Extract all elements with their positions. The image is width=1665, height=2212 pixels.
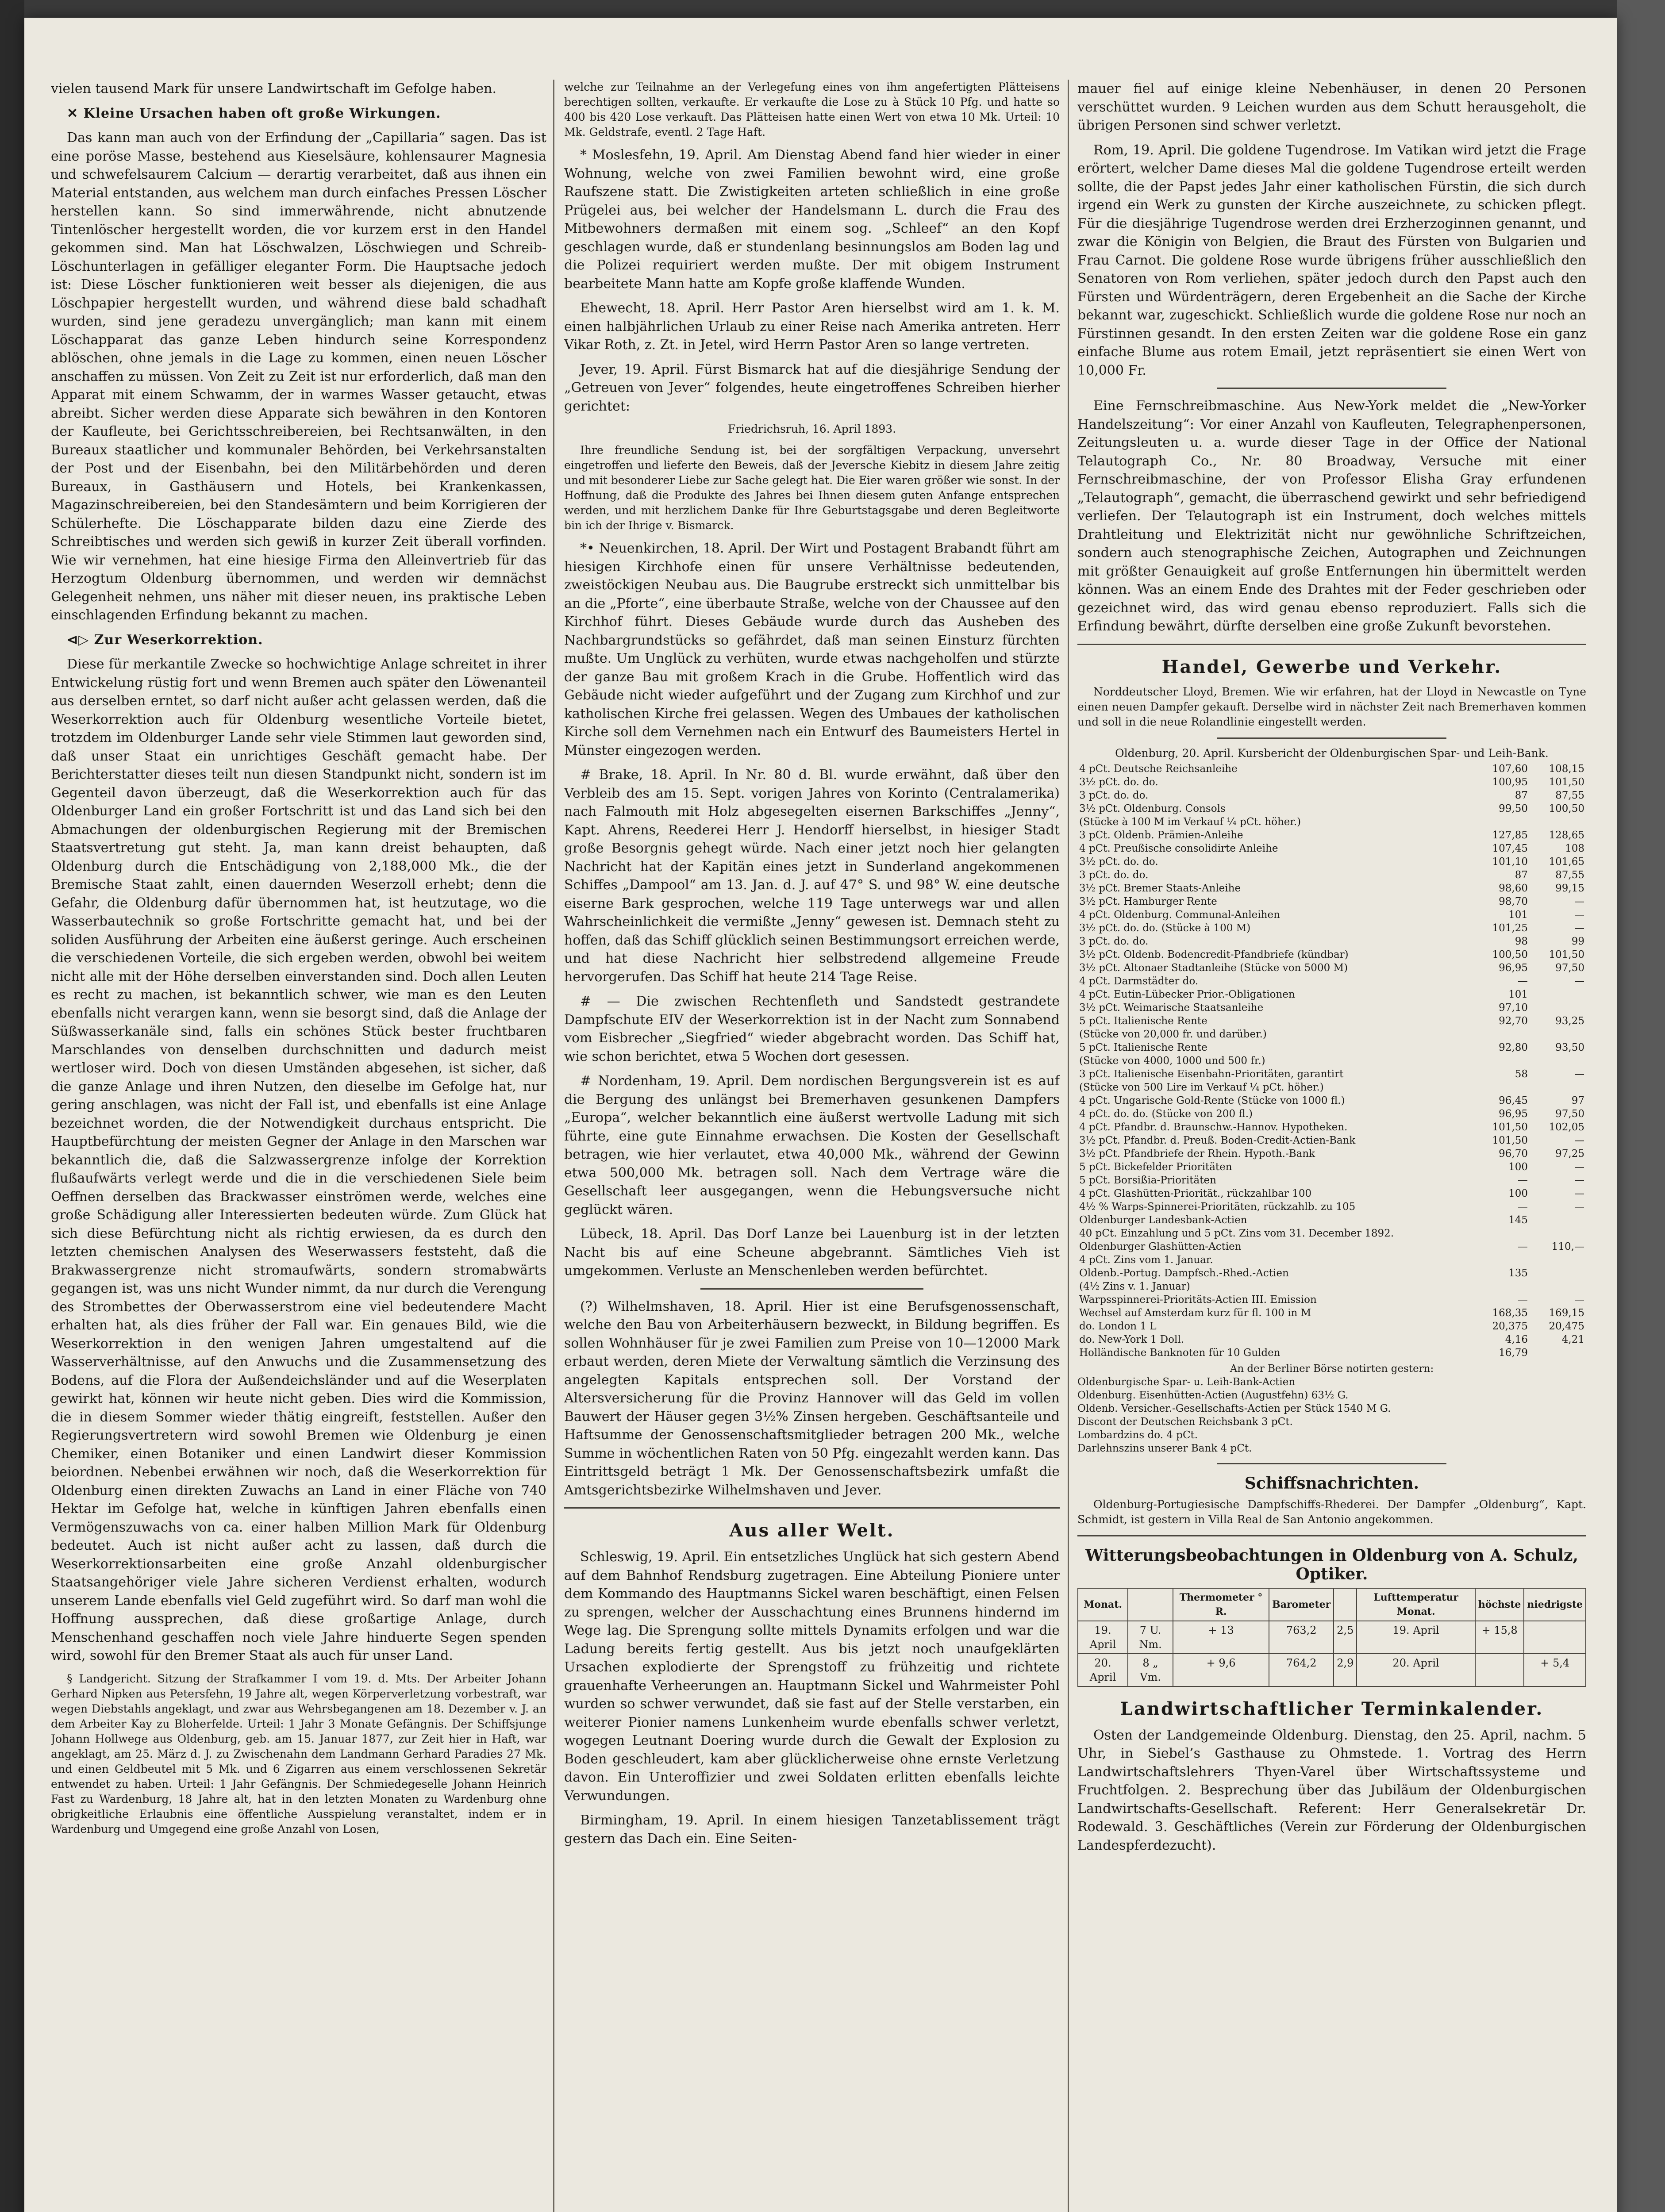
article-text: vielen tausend Mark für unsere Landwirtschaft im Gefolge haben. bbox=[51, 81, 497, 96]
column-rule bbox=[553, 80, 554, 2212]
newspaper-page bbox=[24, 18, 1617, 2212]
kurs-value: 96,45 bbox=[1499, 1094, 1528, 1106]
kurs-value: 101 bbox=[1508, 909, 1528, 921]
kurs-label: 5 pCt. Italienische Rente bbox=[1079, 1015, 1207, 1027]
kurs-row bbox=[1077, 1028, 1586, 1041]
kurs-value: 97,50 bbox=[1555, 962, 1584, 974]
kurs-value: 97,50 bbox=[1555, 1108, 1584, 1120]
weather-cell: 2,9 bbox=[1334, 1654, 1357, 1686]
kurs-label: (4½ Zins v. 1. Januar) bbox=[1079, 1280, 1190, 1292]
kurs-footer-line: Darlehnszins unserer Bank 4 pCt. bbox=[1077, 1442, 1252, 1454]
news-item: Ehewecht, 18. April. Herr Pastor Aren hierselbst wird am 1. k. M. einen halbjährlichen Urlaub zu einer Reise nach Amerika antreten. Herr Vikar Roth, z. Zt. in Jetel, wird Herrn Pastor Aren so lange vertreten. bbox=[564, 300, 1060, 353]
news-item: Oldenburg-Portugiesische Dampfschiffs-Rhederei. Der Dampfer „Oldenburg“, Kapt. Schmidt, ist gestern in Villa Real de San Antonio angekommen. bbox=[1077, 1498, 1586, 1526]
news-item: *• Neuenkirchen, 18. April. Der Wirt und Postagent Brabandt führt am hiesigen Kirchhofe einen für unsere Verhältnisse bedeutenden, zweistöckigen Neubau aus. Die Baugrube erstreckt sich unmittelbar bis an die „Pforte“, eine überbaute Straße, welche von der Chaussee auf den Kirchhof führt. Dieses Gebäude wurde durch das Ausheben des Nachbargrundstücks so gefährdet, daß man seinen Einsturz fürchten mußte. Um Unglück zu verhüten, wurde etwas nachgeholfen und stürzte der ganze Bau mit großem Krach in die Grube. Hoffentlich wird das Gebäude nicht wieder aufgeführt und der Zugang zum Kirchhof und zur katholischen Kirche frei gelassen. Wegen des Umbaues der katholischen Kirche soll dem Vernehmen nach ein Entwurf des Baumeisters Hertel in Münster eingezogen werden. bbox=[564, 541, 1060, 758]
kurs-value: — bbox=[1574, 895, 1584, 907]
kurs-row bbox=[1077, 1094, 1586, 1107]
kurs-value: — bbox=[1574, 1187, 1584, 1199]
kurs-value: 58 bbox=[1515, 1068, 1528, 1080]
divider bbox=[1217, 388, 1446, 389]
kurs-value: 99,50 bbox=[1499, 803, 1528, 814]
news-item: Norddeutscher Lloyd, Bremen. Wie wir erfahren, hat der Lloyd in Newcastle on Tyne einen neuen Dampfer gekauft. Derselbe wird in nächster Zeit nach Bremerhaven kommen und soll in die neue Rolandlinie eingestellt werden. bbox=[1077, 685, 1586, 728]
kurs-value: 110,— bbox=[1551, 1240, 1584, 1252]
news-item: # Nordenham, 19. April. Dem nordischen Bergungsverein ist es auf die Bergung des unlängst bei Bremerhaven gesunkenen Dampfers „Europa“, welcher bekanntlich eine äußerst wertvolle Ladung mit sich führte, eine gute Einnahme erwachsen. Die Kosten der Gesellschaft betragen, wie hier verlautet, etwa 40,000 Mk., während der Gewinn etwa 500,000 Mk. betragen soll. Nach dem Vertrage wäre die Gesellschaft leer ausgegangen, wenn die Hebungsversuche nicht geglückt wären. bbox=[564, 1073, 1060, 1217]
kurs-value bbox=[1530, 988, 1586, 1001]
kurs-label: 4 pCt. Eutin-Lübecker Prior.-Obligationen bbox=[1079, 988, 1295, 1000]
kurs-footer-line: Discont der Deutschen Reichsbank 3 pCt. bbox=[1077, 1416, 1293, 1428]
kurs-row bbox=[1077, 1200, 1586, 1214]
kurs-value: 20,375 bbox=[1492, 1320, 1528, 1332]
kurs-label: 4 pCt. Ungarische Gold-Rente (Stücke von 1000 fl.) bbox=[1079, 1094, 1345, 1106]
weather-cell: 763,2 bbox=[1269, 1621, 1334, 1654]
kurs-label: 3½ pCt. Bremer Staats-Anleihe bbox=[1079, 882, 1241, 894]
weather-cell: 19. April bbox=[1078, 1621, 1128, 1654]
kurs-row bbox=[1077, 1214, 1586, 1227]
kurs-row bbox=[1077, 1333, 1586, 1346]
weather-cell: 2,5 bbox=[1334, 1621, 1357, 1654]
kurs-value: 101,50 bbox=[1492, 1121, 1528, 1133]
kurs-value bbox=[1473, 1280, 1530, 1293]
kurs-value: — bbox=[1574, 1161, 1584, 1173]
kurs-row bbox=[1077, 815, 1586, 829]
kurs-row bbox=[1077, 1253, 1586, 1267]
kurs-value bbox=[1473, 815, 1530, 829]
divider bbox=[1217, 737, 1446, 739]
weather-cell: 19. April bbox=[1357, 1621, 1475, 1654]
kurs-label: do. New-York 1 Doll. bbox=[1079, 1333, 1184, 1345]
kurs-value: 92,80 bbox=[1499, 1041, 1528, 1053]
kurs-label: 40 pCt. Einzahlung und 5 pCt. Zins vom 31. December 1892. bbox=[1079, 1227, 1394, 1239]
kurs-value: 107,45 bbox=[1492, 842, 1528, 854]
kurs-row bbox=[1077, 1187, 1586, 1200]
kurs-label: (Stücke von 500 Lire im Verkauf ¼ pCt. höher.) bbox=[1079, 1081, 1324, 1093]
kurs-value bbox=[1530, 1081, 1586, 1094]
kurs-row bbox=[1077, 1240, 1586, 1253]
weather-cell: 20. April bbox=[1357, 1654, 1475, 1686]
kurs-value bbox=[1530, 815, 1586, 829]
kurs-value: 4,21 bbox=[1561, 1333, 1584, 1345]
kurs-row bbox=[1077, 882, 1586, 895]
kurs-value: 127,85 bbox=[1492, 829, 1528, 841]
kurs-value: 4,16 bbox=[1505, 1333, 1528, 1345]
kurs-label: 5 pCt. Italienische Rente bbox=[1079, 1041, 1207, 1053]
kurs-value: — bbox=[1518, 1174, 1528, 1186]
kurs-label: 4 pCt. Zins vom 1. Januar. bbox=[1079, 1254, 1213, 1266]
kurs-label: Holländische Banknoten für 10 Gulden bbox=[1079, 1347, 1280, 1359]
right-background bbox=[1617, 0, 1665, 2212]
kurs-value: 16,79 bbox=[1499, 1347, 1528, 1359]
kurs-value: 98,70 bbox=[1499, 895, 1528, 907]
news-item: * Moslesfehn, 19. April. Am Dienstag Abend fand hier wieder in einer Wohnung, welche von zwei Familien bewohnt wird, eine große Raufszene statt. Die Zwistigkeiten arteten schließlich in eine große Prügelei aus, bei welcher der Handelsmann L. durch die Frau des Mitbewohners dermaßen mit einem sog. „Schleef“ an den Kopf geschlagen wurde, daß er stundenlang besinnungslos am Boden lag und die Polizei requiriert werden mußte. Der mit obigem Instrument bearbeitete Mann hatte am Kopfe große klaffende Wunden. bbox=[564, 147, 1060, 292]
kurs-value: — bbox=[1574, 909, 1584, 921]
kurs-row bbox=[1077, 762, 1586, 776]
kurs-row bbox=[1077, 1121, 1586, 1134]
kurs-row bbox=[1077, 988, 1586, 1001]
kurs-row bbox=[1077, 1001, 1586, 1014]
weather-table bbox=[1077, 1588, 1586, 1687]
kurs-value: 99 bbox=[1571, 935, 1584, 947]
kurs-row bbox=[1077, 948, 1586, 961]
kurs-label: 3½ pCt. Altonaer Stadtanleihe (Stücke von 5000 M) bbox=[1079, 962, 1348, 974]
kurs-value: 99,15 bbox=[1555, 882, 1584, 894]
kurs-value: 92,70 bbox=[1499, 1015, 1528, 1027]
kurs-value: 101 bbox=[1508, 988, 1528, 1000]
kurs-label: 3 pCt. do. do. bbox=[1079, 935, 1149, 947]
column-2 bbox=[564, 80, 1060, 2212]
section-title: Landwirtschaftlicher Terminkalender. bbox=[1120, 1698, 1544, 1719]
weather-row bbox=[1078, 1621, 1586, 1654]
news-item: Birmingham, 19. April. In einem hiesigen Tanzetablissement trägt gestern das Dach ein. Eine Seiten- bbox=[564, 1813, 1060, 1847]
article-text: Diese für merkantile Zwecke so hochwichtige Anlage schreitet in ihrer Entwickelung rüstig fort und wenn Bremen auch später den Löwenanteil aus derselben erntet, so darf nicht außer acht gelassen werden, daß die Weserkorrektion auch für Oldenburg wesentliche Vorteile bietet, trotzdem im Oldenburger Lande sehr viele Stimmen laut geworden sind, daß unser Staat ein unrichtiges Geschäft gemacht habe. Der Berichterstatter dieses teilt nun diesen Standpunkt nicht, sondern ist im Gegenteil davon überzeugt, daß die Weserkorrektion auch für das Oldenburger Land ein großer Fortschritt ist und das Land sich bei den Abmachungen der oldenburgischen Regierung mit der Bremischen Staatsvertretung gut steht. Ja, man kann dreist behaupten, daß Oldenburg durch die Entschädigung von 2,188,000 Mk., die der Bremische Staat zahlt, einen dauernden Weserzoll erhebt; denn die Gefahr, die Oldenburg dafür übernommen hat, ist heutzutage, wo die Wasserbautechnik so große Fortschritte gemacht hat, und bei der soliden Ausführung der Arbeiten eine äußerst geringe. Auch erscheinen die verschiedenen Vorteile, die sich ergeben werden, obwohl bei weitem nicht alle mit der Höhe derselben einverstanden sind. Doch allen Leuten es recht zu machen, ist bekanntlich schwer, wie man es den Leuten ebenfalls nicht verargen kann, wenn sie besorgt sind, daß die Anlage der Süßwasserkanäle sind, falls ein schönes Stück bester fruchtbaren Marschlandes von denselben durchschnitten und dadurch meist wertloser wird. Doch von diesen Umständen abgesehen, ist sicher, daß die ganze Anlage und ihren Nutzen, den dieselbe im Gefolge hat, nur gering anschlagen, was nicht der Fall ist, und ebenfalls ist eine Anlage bezeichnet worden, die der Notwendigkeit durchaus entspricht. Die Hauptbefürchtung der meisten Gegner der Anlage in den Marschen war bekanntlich die, daß die Salzwassergrenze infolge der Korrektion flußaufwärts verlegt werde und die in die verschiedenen Siele beim Oeffnen derselben das Brackwasser einströmen werde, welches eine große Schädigung aller Interessierten bedeuten würde. Zum Glück hat sich diese Befürchtung nicht als richtig erwiesen, da es durch den letzten chemischen Analysen des Weserwassers feststeht, daß die Brakwassergrenze nicht stromaufwärts, sondern stromabwärts gegangen ist, was uns nicht Wunder nimmt, da nur durch die Verengung des Strombettes der Oberwasserstrom eine viel bedeutendere Macht erhalten hat, als dies früher der Fall war. Ein genaues Bild, wie die Weserkorrektion in den wenigen Jahren umgestaltend auf die Wasserverhältnisse, auf den Anwuchs und die Zusammensetzung des Bodens, auf die Flora der Außendeichsländer und auf die Weserplaten gewirkt hat, können wir heute nicht geben. Dies wird die Kommission, die in diesem Sommer wieder thätig eingreift, feststellen. Außer den Regierungsvertretern wird sowohl Bremen wie Oldenburg je einen Chemiker, einen Botaniker und einen Landwirt dieser Kommission beiordnen. Nebenbei erwähnen wir noch, daß die Weserkorrektion für Oldenburg einen direkten Zuwachs an Land in einer Fläche von 740 Hektar im Gefolge hat, welche in künftigen Jahren ebenfalls einen Vermögenszuwachs von ca. einer halben Million Mark für Oldenburg bedeutet. Auch ist nicht außer acht zu lassen, daß durch die Weserkorrektionsarbeiten eine große Anzahl oldenburgischer Staatsangehöriger viele Jahre sicheren Verdienst erhalten, wodurch unserem Lande ebenfalls viel Geld zugeführt wird. So darf man wohl die Hoffnung aussprechen, daß diese großartige Anlage, durch Menschenhand geschaffen noch viele Jahre hinduerte Segen spenden wird, sowohl für den Bremer Staat als auch für unser Land. bbox=[51, 657, 546, 1663]
kurs-value: 108,15 bbox=[1549, 763, 1584, 775]
kurs-label: 4 pCt. Pfandbr. d. Braunschw.-Hannov. Hypotheken. bbox=[1079, 1121, 1348, 1133]
kurs-row bbox=[1077, 1227, 1586, 1240]
kurs-label: 3½ pCt. do. do. bbox=[1079, 856, 1158, 868]
kurs-row bbox=[1077, 842, 1586, 855]
kurs-value bbox=[1473, 1253, 1530, 1267]
kurs-value: 100 bbox=[1508, 1187, 1528, 1199]
kurs-label: 3½ pCt. Pfandbriefe der Rhein. Hypoth.-Bank bbox=[1079, 1148, 1315, 1160]
kurs-label: Oldenb.-Portug. Dampfsch.-Rhed.-Actien bbox=[1079, 1267, 1289, 1279]
kurs-value bbox=[1530, 1267, 1586, 1280]
kurs-value: 101,25 bbox=[1492, 922, 1528, 934]
kurs-value: 93,25 bbox=[1555, 1015, 1584, 1027]
news-item: # Brake, 18. April. In Nr. 80 d. Bl. wurde erwähnt, daß über den Verbleib des am 15. Sept. vorigen Jahres von Korinto (Centralamerika) nach Falmouth mit Holz abgesegelten eisernen Barkschiffes „Jenny“, Kapt. Ahrens, Reederei Herr J. Hendorff hierselbst, in hiesiger Stadt große Besorgnis gehegt würde. Nach einer jetzt noch hier gelangten Nachricht hat der Kapitän eines jetzt in Sunderland angekommenen Schiffes „Dampool“ am 13. Jan. d. J. auf 47° S. und 98° W. eine deutsche eiserne Bark gesprochen, welche 119 Tage unterwegs war und allen Wahrscheinlichkeit die vermißte „Jenny“ gewesen ist. Demnach steht zu hoffen, daß das Schiff glücklich seinen Bestimmungsort erreichen werde, und hat diese Nachricht hier selbstredend allgemeine Freude hervorgerufen. Das Schiff hat heute 214 Tage Reise. bbox=[564, 767, 1060, 985]
kurs-value: 87 bbox=[1515, 869, 1528, 881]
kurs-value: — bbox=[1574, 1134, 1584, 1146]
news-item: Eine Fernschreibmaschine. Aus New-York meldet die „New-Yorker Handelszeitung“: Vor einer Anzahl von Kaufleuten, Telegraphenpersonen, Zeitungsleuten u. a. wurde dieser Tage in der Office der National Telautograph Co., Nr. 80 Broadway, Versuche mit einer Fernschreibmaschine, der von Professor Elisha Gray erfundenen „Telautograph“, gemacht, die überraschend gewirkt und sehr befriedigend verliefen. Der Telautograph ist ein Instrument, doch welches mittels Drahtleitung und Elektrizität nicht nur gewöhnliche Schriftzeichen, sondern auch stenographische Zeichen, Autographen und Zeichnungen mit größter Genauigkeit auf große Entfernungen hin übermittelt werden können. Was an einem Ende des Drahtes mit der Feder geschrieben oder gezeichnet wird, das wird genau ebenso reproduziert. Falls sich die Erfindung bewährt, dürfte derselben eine große Zukunft bevorstehen. bbox=[1077, 398, 1586, 634]
kurs-label: 3 pCt. Oldenb. Prämien-Anleihe bbox=[1079, 829, 1243, 841]
kurs-footer-line: An der Berliner Börse notirten gestern: bbox=[1230, 1363, 1434, 1375]
weather-cell: 764,2 bbox=[1269, 1654, 1334, 1686]
kurs-value: 108 bbox=[1565, 842, 1584, 854]
column-3 bbox=[1077, 80, 1586, 2212]
kurs-value: 107,60 bbox=[1492, 763, 1528, 775]
kurs-row bbox=[1077, 868, 1586, 882]
kurs-label: 5 pCt. Bickefelder Prioritäten bbox=[1079, 1161, 1232, 1173]
kurs-row bbox=[1077, 1267, 1586, 1280]
kurs-row bbox=[1077, 1054, 1586, 1068]
kurs-label: 3½ pCt. Oldenburg. Consols bbox=[1079, 803, 1226, 814]
kurs-label: 3½ pCt. do. do. bbox=[1079, 776, 1158, 788]
weather-title: Witterungsbeobachtungen in Oldenburg von A. Schulz, Optiker. bbox=[1085, 1546, 1579, 1583]
kurs-row bbox=[1077, 1068, 1586, 1081]
kurs-label: Warpsspinnerei-Prioritäts-Actien III. Emission bbox=[1079, 1294, 1317, 1306]
section-title: Schiffsnachrichten. bbox=[1244, 1474, 1419, 1493]
kurs-footer-line: Oldenburgische Spar- u. Leih-Bank-Actien bbox=[1077, 1376, 1296, 1388]
weather-cell: 7 U. Nm. bbox=[1128, 1621, 1173, 1654]
kurs-value: 20,475 bbox=[1549, 1320, 1584, 1332]
kurs-row bbox=[1077, 1293, 1586, 1306]
kurs-value: — bbox=[1518, 1294, 1528, 1306]
kurs-label: 3½ pCt. Pfandbr. d. Preuß. Boden-Credit-Actien-Bank bbox=[1079, 1134, 1356, 1146]
left-page-edge bbox=[0, 0, 24, 2212]
kurs-row bbox=[1077, 1147, 1586, 1160]
article-heading: ⊲▷ Zur Weserkorrektion. bbox=[67, 632, 263, 648]
kurs-row bbox=[1077, 802, 1586, 815]
kurs-value: 145 bbox=[1508, 1214, 1528, 1226]
kurs-label: 4 pCt. Oldenburg. Communal-Anleihen bbox=[1079, 909, 1280, 921]
kurs-row bbox=[1077, 1160, 1586, 1174]
kurs-label: 4 pCt. do. do. (Stücke von 200 fl.) bbox=[1079, 1108, 1253, 1120]
kurs-footer bbox=[1077, 1362, 1586, 1455]
kurs-label: 3½ pCt. Weimarische Staatsanleihe bbox=[1079, 1002, 1264, 1014]
kurs-footer-line: Oldenburg. Eisenhütten-Actien (Augustfehn) 63½ G. bbox=[1077, 1389, 1349, 1401]
kurs-row bbox=[1077, 1081, 1586, 1094]
weather-header: höchste bbox=[1475, 1588, 1524, 1621]
news-item: Rom, 19. April. Die goldene Tugendrose. Im Vatikan wird jetzt die Frage erörtert, welcher Dame dieses Mal die goldene Tugendrose erteilt werden sollte, die der Papst jedes Jahr einer katholischen Fürstin, die sich durch irgend ein Werk zu gunsten der Kirche auszeichnete, zu schicken pflegt. Für die diesjährige Tugendrose werden drei Erzherzoginnen genannt, und zwar die Königin von Belgien, die Braut des Fürsten von Bulgarien und Frau Carnot. Die goldene Rose wurde übrigens früher ausschließlich den Senatoren von Rom verliehen, später jedoch durch den Papst auch den Fürsten und Würdenträgern, deren Ergebenheit an die Sache der Kirche bekannt war, zugeschickt. Schließlich wurde die goldene Rose nur noch an Fürstinnen gesandt. In den ersten Zeiten war die goldene Rose ein ganz einfache Blume aus rotem Email, jetzt repräsentiert sie einen Wert von 10,000 Fr. bbox=[1077, 142, 1586, 378]
kurs-row bbox=[1077, 1174, 1586, 1187]
kurs-label: 3 pCt. Italienische Eisenbahn-Prioritäten, garantirt bbox=[1079, 1068, 1344, 1080]
kurs-value: 101,50 bbox=[1492, 1134, 1528, 1146]
kurs-label: (Stücke von 4000, 1000 und 500 fr.) bbox=[1079, 1055, 1265, 1067]
kurs-value: — bbox=[1574, 1201, 1584, 1213]
kurs-value bbox=[1473, 1028, 1530, 1041]
weather-cell: 20. April bbox=[1078, 1654, 1128, 1686]
kurs-row bbox=[1077, 975, 1586, 988]
kurs-value bbox=[1473, 1054, 1530, 1068]
divider bbox=[1077, 644, 1586, 645]
kurs-row bbox=[1077, 1320, 1586, 1333]
weather-header bbox=[1128, 1588, 1173, 1621]
kurs-row bbox=[1077, 789, 1586, 802]
kurs-row bbox=[1077, 895, 1586, 908]
kurs-row bbox=[1077, 908, 1586, 922]
weather-header: Monat. bbox=[1078, 1588, 1128, 1621]
kurs-label: 5 pCt. Borsißia-Prioritäten bbox=[1079, 1174, 1216, 1186]
weather-header: niedrigste bbox=[1524, 1588, 1586, 1621]
kurs-table bbox=[1077, 762, 1586, 1359]
weather-header: Thermometer ° R. bbox=[1173, 1588, 1269, 1621]
kurs-value: 96,70 bbox=[1499, 1148, 1528, 1160]
kurs-label: Oldenburger Glashütten-Actien bbox=[1079, 1240, 1242, 1252]
kurs-value: 96,95 bbox=[1499, 962, 1528, 974]
kurs-value: 101,10 bbox=[1492, 856, 1528, 868]
kurs-value: — bbox=[1574, 975, 1584, 987]
news-item: # — Die zwischen Rechtenfleth und Sandstedt gestrandete Dampfschute EIV der Weserkorrektion ist in der Nacht zum Sonnabend vom Eisbrecher „Siegfried“ wieder abgebracht worden. Das Schiff hat, wie schon berichtet, etwa 5 Wochen dort gesessen. bbox=[564, 994, 1060, 1064]
kurs-value bbox=[1530, 1346, 1586, 1359]
article-heading: ✕ Kleine Ursachen haben oft große Wirkungen. bbox=[67, 105, 441, 121]
kurs-row bbox=[1077, 1134, 1586, 1147]
section-title: Aus aller Welt. bbox=[729, 1520, 895, 1541]
kurs-value: 169,15 bbox=[1549, 1307, 1584, 1319]
kurs-label: 4½ % Warps-Spinnerei-Prioritäten, rückzahlb. zu 105 bbox=[1079, 1201, 1356, 1213]
letter-dateline: Friedrichsruh, 16. April 1893. bbox=[727, 422, 896, 435]
kurs-row bbox=[1077, 1280, 1586, 1293]
weather-row bbox=[1078, 1654, 1586, 1686]
kurs-value: 87,55 bbox=[1555, 789, 1584, 801]
kurs-value bbox=[1473, 1081, 1530, 1094]
kurs-value: — bbox=[1518, 1201, 1528, 1213]
kurs-value bbox=[1530, 1253, 1586, 1267]
kurs-row bbox=[1077, 829, 1586, 842]
kurs-label: Wechsel auf Amsterdam kurz für fl. 100 in M bbox=[1079, 1307, 1311, 1319]
news-item: Schleswig, 19. April. Ein entsetzliches Unglück hat sich gestern Abend auf dem Bahnhof Rendsburg zugetragen. Eine Abteilung Pioniere unter dem Kommando des Hauptmanns Sickel waren beschäftigt, einen Felsen zu sprengen, welcher der Ausschachtung eines Brunnens hindernd im Wege lag. Die Sprengung sollte mittels Dynamits erfolgen und war die Ladung bereits fertig gestellt. Aus bis jetzt noch unaufgeklärten Ursachen explodierte der Sprengstoff zu frühzeitig und richtete grauenhafte Verheerungen an. Hauptmann Sickel und Wahrmeister Pohl wurden so schwer verwundet, daß sie fast auf der Stelle verstarben, ein weiterer Pionier namens Lunkenheim wurde ebenfalls schwer verletzt, wogegen Leutnant Doering wurde durch die Gewalt der Explosion zu Boden geschleudert, kam aber glücklicherweise ohne ernste Verletzung davon. Ein Unteroffizier und zwei Soldaten erlitten ebenfalls leichte Verwundungen. bbox=[564, 1549, 1060, 1804]
kurs-value: 100,50 bbox=[1492, 949, 1528, 960]
news-item: Jever, 19. April. Fürst Bismarck hat auf die diesjährige Sendung der „Getreuen von Jever“ folgendes, heute eingetroffenes Schreiben hierher gerichtet: bbox=[564, 361, 1060, 414]
kurs-value: — bbox=[1574, 1294, 1584, 1306]
column-rule bbox=[1068, 80, 1069, 2212]
kurs-label: 3 pCt. do. do. bbox=[1079, 869, 1149, 881]
kurs-value: 97 bbox=[1571, 1094, 1584, 1106]
kurs-row bbox=[1077, 776, 1586, 789]
kurs-value bbox=[1473, 1227, 1530, 1240]
court-report: § Landgericht. Sitzung der Strafkammer I vom 19. d. Mts. Der Arbeiter Johann Gerhard Nipken aus Petersfehn, 19 Jahre alt, wegen Körperverletzung vorbestraft, war wegen Diebstahls angeklagt, und zwar aus Wehrsbegangenen am 18. Dezember v. J. an dem Arbeiter Kay zu Bloherfelde. Urteil: 1 Jahr 3 Monate Gefängnis. Der Schiffsjunge Johann Hollwege aus Oldenburg, geb. am 15. Januar 1877, zur Zeit hier in Haft, war angeklagt, am 25. März d. J. zu Zwischenahn dem Landmann Gerhard Paradies 27 Mk. und einen Geldbeutel mit 5 Mk. und 6 Zigarren aus einem verschlossenen Sekretär entwendet zu haben. Urteil: 1 Jahr Gefängnis. Der Schmiedegeselle Johann Heinrich Fast zu Wardenburg, 18 Jahre alt, hat in den letzten Monaten zu Wardenburg ohne obrigkeitliche Erlaubnis eine öffentliche Ausspielung veranstaltet, indem er in Wardenburg und Umgegend eine große Anzahl von Losen, bbox=[51, 1672, 546, 1836]
kurs-value: 87,55 bbox=[1555, 869, 1584, 881]
section-title: Handel, Gewerbe und Verkehr. bbox=[1161, 656, 1502, 677]
weather-cell bbox=[1475, 1654, 1524, 1686]
weather-cell: + 13 bbox=[1173, 1621, 1269, 1654]
kurs-row bbox=[1077, 1346, 1586, 1359]
kurs-value: 101,50 bbox=[1549, 776, 1584, 788]
divider bbox=[1077, 1535, 1586, 1536]
kurs-value: 102,05 bbox=[1549, 1121, 1584, 1133]
kurs-value: 93,50 bbox=[1555, 1041, 1584, 1053]
kurs-value: — bbox=[1518, 975, 1528, 987]
kurs-value: 128,65 bbox=[1549, 829, 1584, 841]
weather-cell: + 9,6 bbox=[1173, 1654, 1269, 1686]
kurs-value: — bbox=[1574, 1174, 1584, 1186]
kurs-footer-line: Lombardzins do. 4 pCt. bbox=[1077, 1429, 1198, 1441]
weather-cell: 8 „ Vm. bbox=[1128, 1654, 1173, 1686]
kurs-row bbox=[1077, 922, 1586, 935]
kurs-row bbox=[1077, 855, 1586, 868]
kurs-row bbox=[1077, 1041, 1586, 1054]
letter-text: Ihre freundliche Sendung ist, bei der sorgfältigen Verpackung, unversehrt eingetroffen und lieferte den Beweis, daß der Jeversche Kiebitz in diesem Jahre zeitig und mit besonderer Liebe zur Sache gelegt hat. Die Eier waren größer wie sonst. In der Hoffnung, daß die Produkte des Jahres bei Ihnen diesem guten Anfange entsprechen werden, und mit herzlichem Danke für Ihre Geburtstagsgabe und deren Begleitworte bin ich der Ihrige v. Bismarck. bbox=[564, 444, 1060, 532]
kurs-label: 4 pCt. Darmstädter do. bbox=[1079, 975, 1199, 987]
kurs-value: — bbox=[1574, 922, 1584, 934]
article-text: Das kann man auch von der Erfindung der „Capillaria“ sagen. Das ist eine poröse Masse, bestehend aus Kieselsäure, kohlensaurer Magnesia und schwefelsaurem Calcium — derartig verarbeitet, daß aus ihnen ein Material entstanden, aus welchem man durch einfaches Pressen Löscher herstellen kann. So sind immerwährende, nicht abnutzende Tintenlöscher hergestellt worden, die vor kurzem erst in den Handel gekommen sind. Man hat Löschwalzen, Löschwiegen und Schreib-Löschunterlagen in gefälliger eleganter Form. Die Hauptsache jedoch ist: Diese Löscher funktionieren weit besser als diejenigen, die aus Löschpapier hergestellt wurden, und während diese bald schadhaft wurden, sind jene geradezu unvergänglich; man kann mit einem Löschapparat das ganze Leben hindurch seine Korrespondenz ablöschen, ohne jemals in die Lage zu kommen, einen neuen Löscher anschaffen zu müssen. Von Zeit zu Zeit ist nur erforderlich, daß man den Apparat mit einem Schwamm, der in warmes Wasser getaucht, etwas abreibt. Sicher werden diese Apparate sich bewähren in den Kontoren der Kaufleute, bei Gerichtsschreibereien, bei Rechtsanwälten, in den Bureaux staatlicher und kommunaler Behörden, bei Verkehrsanstalten der Post und der Eisenbahn, bei den Militärbehörden und deren Bureaux, in Gasthäusern und Hotels, bei Krankenkassen, Magazinschreibereien, bei den Standesämtern und beim Korrigieren der Schülerhefte. Die Löschapparate bilden dazu eine Zierde des Schreibtisches und werden sich gewiß in kurzer Zeit überall vorfinden. Wie wir vernehmen, hat eine hiesige Firma den Alleinvertrieb für das Herzogtum Oldenburg übernommen, und werden wir demnächst Gelegenheit nehmen, uns näher mit dieser neuen, ins praktische Leben einschlagenden Erfindung bekannt zu machen. bbox=[51, 130, 546, 623]
kurs-label: 3½ pCt. Hamburger Rente bbox=[1079, 895, 1217, 907]
kurs-value: 96,95 bbox=[1499, 1108, 1528, 1120]
kurs-label: do. London 1 L bbox=[1079, 1320, 1157, 1332]
kurs-value: 168,35 bbox=[1492, 1307, 1528, 1319]
kurs-value: — bbox=[1574, 1068, 1584, 1080]
weather-header bbox=[1334, 1588, 1357, 1621]
kurs-value bbox=[1530, 1054, 1586, 1068]
court-report-cont: welche zur Teilnahme an der Verlegefung eines von ihm angefertigten Plätteisens berechtigen sollten, verkaufte. Er verkaufte die Lose zu à Stück 10 Pfg. und hatte so 400 bis 420 Lose verkauft. Das Plätteisen hatte einen Wert von etwa 10 Mk. Urteil: 10 Mk. Geldstrafe, eventl. 2 Tage Haft. bbox=[564, 81, 1060, 138]
kurs-value bbox=[1530, 1227, 1586, 1240]
kurs-value: 100 bbox=[1508, 1161, 1528, 1173]
kurs-value bbox=[1530, 1028, 1586, 1041]
kurs-value bbox=[1530, 1280, 1586, 1293]
kurs-row bbox=[1077, 1107, 1586, 1121]
divider bbox=[564, 1507, 1060, 1509]
kurs-value: 101,65 bbox=[1549, 856, 1584, 868]
weather-cell: + 15,8 bbox=[1475, 1621, 1524, 1654]
kurs-value: 135 bbox=[1508, 1267, 1528, 1279]
kurs-value: 97,10 bbox=[1499, 1002, 1528, 1014]
kurs-value: — bbox=[1518, 1240, 1528, 1252]
news-item: mauer fiel auf einige kleine Nebenhäuser, in denen 20 Personen verschüttet wurden. 9 Leichen wurden aus dem Schutt herausgeholt, die übrigen Personen sind schwer verletzt. bbox=[1077, 81, 1586, 133]
weather-cell bbox=[1524, 1621, 1586, 1654]
kurs-value: 100,95 bbox=[1492, 776, 1528, 788]
kurs-label: 4 pCt. Glashütten-Priorität., rückzahlbar 100 bbox=[1079, 1187, 1312, 1199]
kurs-label: 3 pCt. do. do. bbox=[1079, 789, 1149, 801]
kurs-value: 100,50 bbox=[1549, 803, 1584, 814]
kurs-label: 4 pCt. Deutsche Reichsanleihe bbox=[1079, 763, 1238, 775]
divider bbox=[700, 1288, 923, 1290]
kurs-value: 87 bbox=[1515, 789, 1528, 801]
kurs-label: 4 pCt. Preußische consolidirte Anleihe bbox=[1079, 842, 1278, 854]
weather-header: Barometer bbox=[1269, 1588, 1334, 1621]
kurs-value: 98 bbox=[1515, 935, 1528, 947]
kurs-label: 3½ pCt. Oldenb. Bodencredit-Pfandbriefe (kündbar) bbox=[1079, 949, 1349, 960]
kurs-value bbox=[1530, 1214, 1586, 1227]
kurs-row bbox=[1077, 1014, 1586, 1028]
column-1 bbox=[51, 80, 546, 2212]
weather-cell: + 5,4 bbox=[1524, 1654, 1586, 1686]
kurs-label: Oldenburger Landesbank-Actien bbox=[1079, 1214, 1247, 1226]
kurs-label: 3½ pCt. do. do. (Stücke à 100 M) bbox=[1079, 922, 1251, 934]
kurs-value: 97,25 bbox=[1555, 1148, 1584, 1160]
kurs-footer-line: Oldenb. Versicher.-Gesellschafts-Actien per Stück 1540 M G. bbox=[1077, 1402, 1391, 1414]
kurs-value: 98,60 bbox=[1499, 882, 1528, 894]
divider bbox=[1217, 1463, 1446, 1464]
kurs-title: Oldenburg, 20. April. Kursbericht der Oldenburgischen Spar- und Leih-Bank. bbox=[1115, 746, 1549, 760]
kurs-row bbox=[1077, 1306, 1586, 1320]
news-item: (?) Wilhelmshaven, 18. April. Hier ist eine Berufsgenossenschaft, welche den Bau von Arbeiterhäusern bezweckt, in Bildung begriffen. Es sollen Wohnhäuser für je zwei Familien zum Preise von 10—12000 Mark erbaut werden, deren Miete der Verwaltung sämtlich die Verzinsung des angelegten Kapitals entsprechen soll. Der Vorstand der Altersversicherung für die Provinz Hannover will das Geld im vollen Bauwert der Häuser gegen 3½% Zinsen hergeben. Geschäftsanteile und Haftsumme der Genossenschaftsmitglieder betragen 200 Mk., welche Summe in wöchentlichen Raten von 50 Pfg. eingezahlt werden kann. Das Eintrittsgeld beträgt 1 Mk. Der Genossenschaftsbezirk umfaßt die Amtsgerichtsbezirke Wilhelmshaven und Jever. bbox=[564, 1298, 1060, 1498]
kurs-label: (Stücke à 100 M im Verkauf ¼ pCt. höher.) bbox=[1079, 816, 1301, 828]
kurs-row bbox=[1077, 961, 1586, 975]
kurs-label: (Stücke von 20,000 fr. und darüber.) bbox=[1079, 1028, 1267, 1040]
weather-header: Lufttemperatur Monat. bbox=[1357, 1588, 1475, 1621]
kurs-value bbox=[1530, 1001, 1586, 1014]
news-item: Lübeck, 18. April. Das Dorf Lanze bei Lauenburg ist in der letzten Nacht bis auf eine Scheune abgebrannt. Sämtliches Vieh ist umgekommen. Verluste an Menschenleben werden befürchtet. bbox=[564, 1226, 1060, 1279]
kurs-value: 101,50 bbox=[1549, 949, 1584, 960]
news-item: Osten der Landgemeinde Oldenburg. Dienstag, den 25. April, nachm. 5 Uhr, in Siebel’s Gasthause zu Ohmstede. 1. Vortrag des Herrn Landwirtschaftslehrers Thyen-Varel über Wirtschaftssysteme und Fruchtfolgen. 2. Besprechung über das Jubiläum der Oldenburgischen Landwirtschafts-Gesellschaft. Referent: Herr Generalsekretär Dr. Rodewald. 3. Geschäftliches (Verein zur Förderung der Oldenburgischen Landespferdezucht). bbox=[1077, 1727, 1586, 1853]
kurs-row bbox=[1077, 935, 1586, 948]
